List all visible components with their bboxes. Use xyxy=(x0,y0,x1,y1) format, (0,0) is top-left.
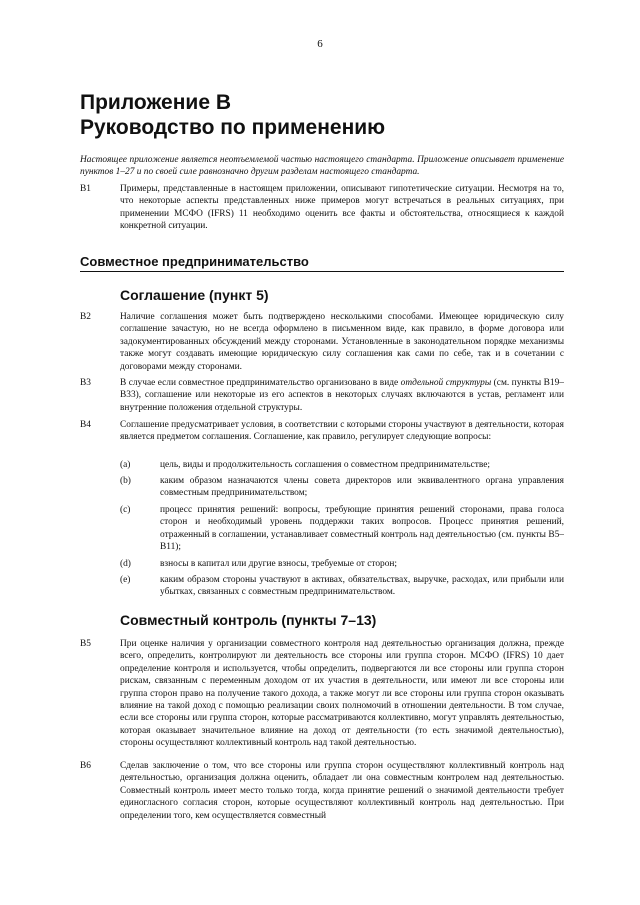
paragraph-b1 xyxy=(80,183,564,233)
text-part: В случае если совместное предпринимательство организовано в виде xyxy=(120,378,401,388)
title-line-2: Руководство по применению xyxy=(80,116,386,139)
list-item xyxy=(120,574,564,599)
paragraph-number: B4 xyxy=(80,420,91,430)
paragraph-text: При оценке наличия у организации совместного контроля над деятельностью организация должна, прежде всего, определить, контролируют ли деятельность все стороны или группа сторон. МСФО (IFRS) 10 дает определение контроля и используется, чтобы определить, подвергаются ли все стороны или группа сторон рискам, связанным с переменным доходом от их участия в деятельности, или имеют ли все стороны или группа сторон право на получение такого дохода, а также могут ли все стороны или группа сторон оказывать влияние на такой доход с помощью реализации своих полномочий в отношении деятельности. В том случае, если все стороны или группа сторон, которые рассматриваются коллективно, могут управлять деятельностью, которая оказывает значительное влияние на доход от деятельности (то есть значимой деятельностью), стороны осуществляют коллективный контроль над такой деятельностью. xyxy=(120,639,564,749)
paragraph-number: B5 xyxy=(80,639,91,649)
list-item xyxy=(120,475,564,500)
paragraph-b5 xyxy=(80,638,564,750)
list-item-label: (e) xyxy=(120,575,131,585)
list-item-text: каким образом назначаются члены совета директоров или эквивалентного органа управления совместным предпринимательством; xyxy=(160,476,564,499)
paragraph-text: Сделав заключение о том, что все стороны или группа сторон осуществляют коллективный контроль над деятельностью, организация должна оценить, обладает ли она совместным контролем над деятельностью. Совместный контроль имеет место только тогда, когда принятие решений о значимой деятельности требует единогласного согласия сторон, которые осуществляют коллективный контроль над деятельностью. При определении того, кем осуществляется совместный xyxy=(120,761,564,821)
paragraph-number: B3 xyxy=(80,378,91,388)
paragraph-text xyxy=(120,377,564,414)
list-item-label: (d) xyxy=(120,559,131,569)
paragraph-text: Примеры, представленные в настоящем приложении, описывают гипотетические ситуации. Несмотря на то, что некоторые аспекты представленных ниже примеров могут встречаться в реальных ситуациях, при применении МСФО (IFRS) 11 необходимо оценить все факты и обстоятельства, относящиеся к каждой конкретной ситуации. xyxy=(120,184,564,232)
page-title xyxy=(80,90,385,140)
page-number: 6 xyxy=(317,38,323,50)
paragraph-b6 xyxy=(80,760,564,822)
intro-text: Настоящее приложение является неотъемлемой частью настоящего стандарта. Приложение описывает применение пунктов 1–27 и по своей силе равнозначно другим разделам настоящего стандарта. xyxy=(80,155,564,177)
list-item-text: цель, виды и продолжительность соглашения о совместном предпринимательстве; xyxy=(160,460,491,470)
paragraph-b3 xyxy=(80,377,564,414)
title-line-1: Приложение В xyxy=(80,91,232,114)
list-item-text: взносы в капитал или другие взносы, требуемые от сторон; xyxy=(160,559,398,569)
list-item-label: (b) xyxy=(120,476,131,486)
paragraph-b2 xyxy=(80,311,564,373)
subsection-title-agreement: Соглашение (пункт 5) xyxy=(120,287,269,303)
list-item-label: (a) xyxy=(120,460,131,470)
list-item-text: процесс принятия решений: вопросы, требующие принятия решений сторонами, права голоса сторон и необходимый уровень поддержки таких вопросов. Процесс принятия решений, отраженный в соглашении, устанавливает совместный контроль над деятельностью (см. пункты B5–B11); xyxy=(160,505,564,553)
paragraph-number: B1 xyxy=(80,184,91,194)
list-item xyxy=(120,504,564,554)
paragraph-number: B6 xyxy=(80,761,91,771)
list-item xyxy=(120,459,564,471)
paragraph-number: B2 xyxy=(80,312,91,322)
section-title: Совместное предпринимательство xyxy=(80,254,564,272)
list-item-label: (c) xyxy=(120,505,131,515)
text-part: (см. пункты B19–B33), соглашение или некоторые из его аспектов в некоторых случаях включаются в устав, регламент или внутренние положения отдельной структуры. xyxy=(120,378,564,413)
paragraph-b4 xyxy=(80,419,564,444)
emphasis-text: отдельной структуры xyxy=(400,378,492,388)
list-item-text: каким образом стороны участвуют в активах, обязательствах, выручке, расходах, или прибыли или убытках, связанных с совместным предпринимательством. xyxy=(160,575,564,598)
paragraph-text: Соглашение предусматривает условия, в соответствии с которыми стороны участвуют в деятельности, которая является предметом соглашения. Соглашение, как правило, регулирует следующие вопросы: xyxy=(120,420,564,443)
list-item xyxy=(120,558,564,570)
paragraph-text: Наличие соглашения может быть подтверждено несколькими способами. Имеющее юридическую силу соглашение зачастую, но не всегда оформлено в письменном виде, как правило, в форме договора или задокументированных обсуждений между сторонами. Установленные в законодательном порядке механизмы также могут создавать имеющие юридическую силу соглашения как сами по себе, так и в сочетании с договорами между сторонами. xyxy=(120,312,564,372)
subsection-title-joint-control: Совместный контроль (пункты 7–13) xyxy=(120,612,377,628)
